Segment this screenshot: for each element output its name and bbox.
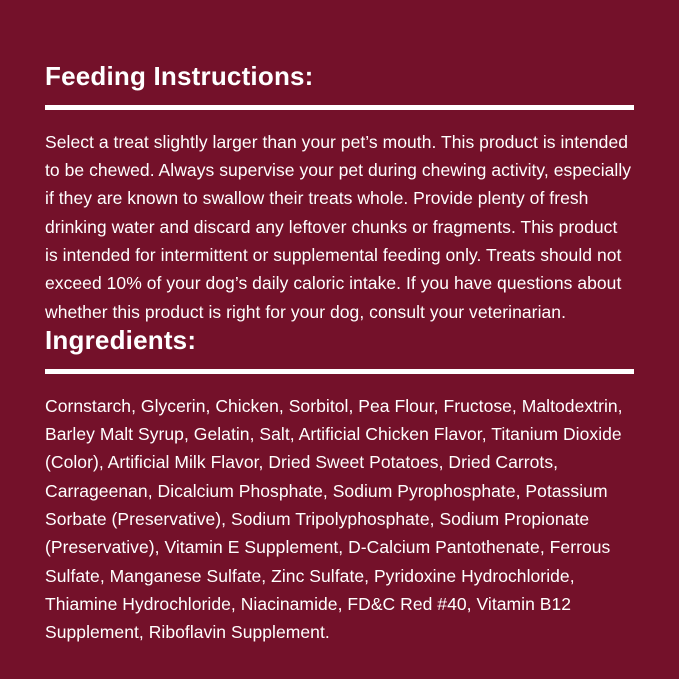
feeding-instructions-text: Select a treat slightly larger than your pet’s mouth. This product is intended to be chewed. Always supervise your pet during chewing activity, especially if they are known to swallow their treats whole. Provide plenty of fresh drinking water and discard any leftover chunks or fragments. This product is intended for intermittent or supplemental feeding only. Treats should not exceed 10% of your dog’s daily caloric intake. If you have questions about whether this product is right for your dog, consult your veterinarian. [45, 131, 632, 322]
ingredients-heading: Ingredients: [45, 325, 197, 355]
feeding-instructions-divider [45, 105, 634, 110]
feeding-instructions-section [45, 62, 634, 326]
ingredients-divider [45, 369, 634, 374]
feeding-instructions-heading: Feeding Instructions: [45, 61, 314, 91]
ingredients-text: Cornstarch, Glycerin, Chicken, Sorbitol, Pea Flour, Fructose, Maltodextrin, Barley Malt Syrup, Gelatin, Salt, Artificial Chicken Flavor, Titanium Dioxide (Color), Artificial Milk Flavor, Dried Sweet Potatoes, Dried Carrots, Carrageenan, Dicalcium Phosphate, Sodium Pyrophosphate, Potassium Sorbate (Preservative), Sodium Tripolyphosphate, Sodium Propionate (Preservative), Vitamin E Supplement, D-Calcium Pantothenate, Ferrous Sulfate, Manganese Sulfate, Zinc Sulfate, Pyridoxine Hydrochloride, Thiamine Hydrochloride, Niacinamide, FD&C Red #40, Vitamin B12 Supplement, Riboflavin Supplement. [45, 395, 623, 643]
ingredients-section [45, 326, 634, 647]
